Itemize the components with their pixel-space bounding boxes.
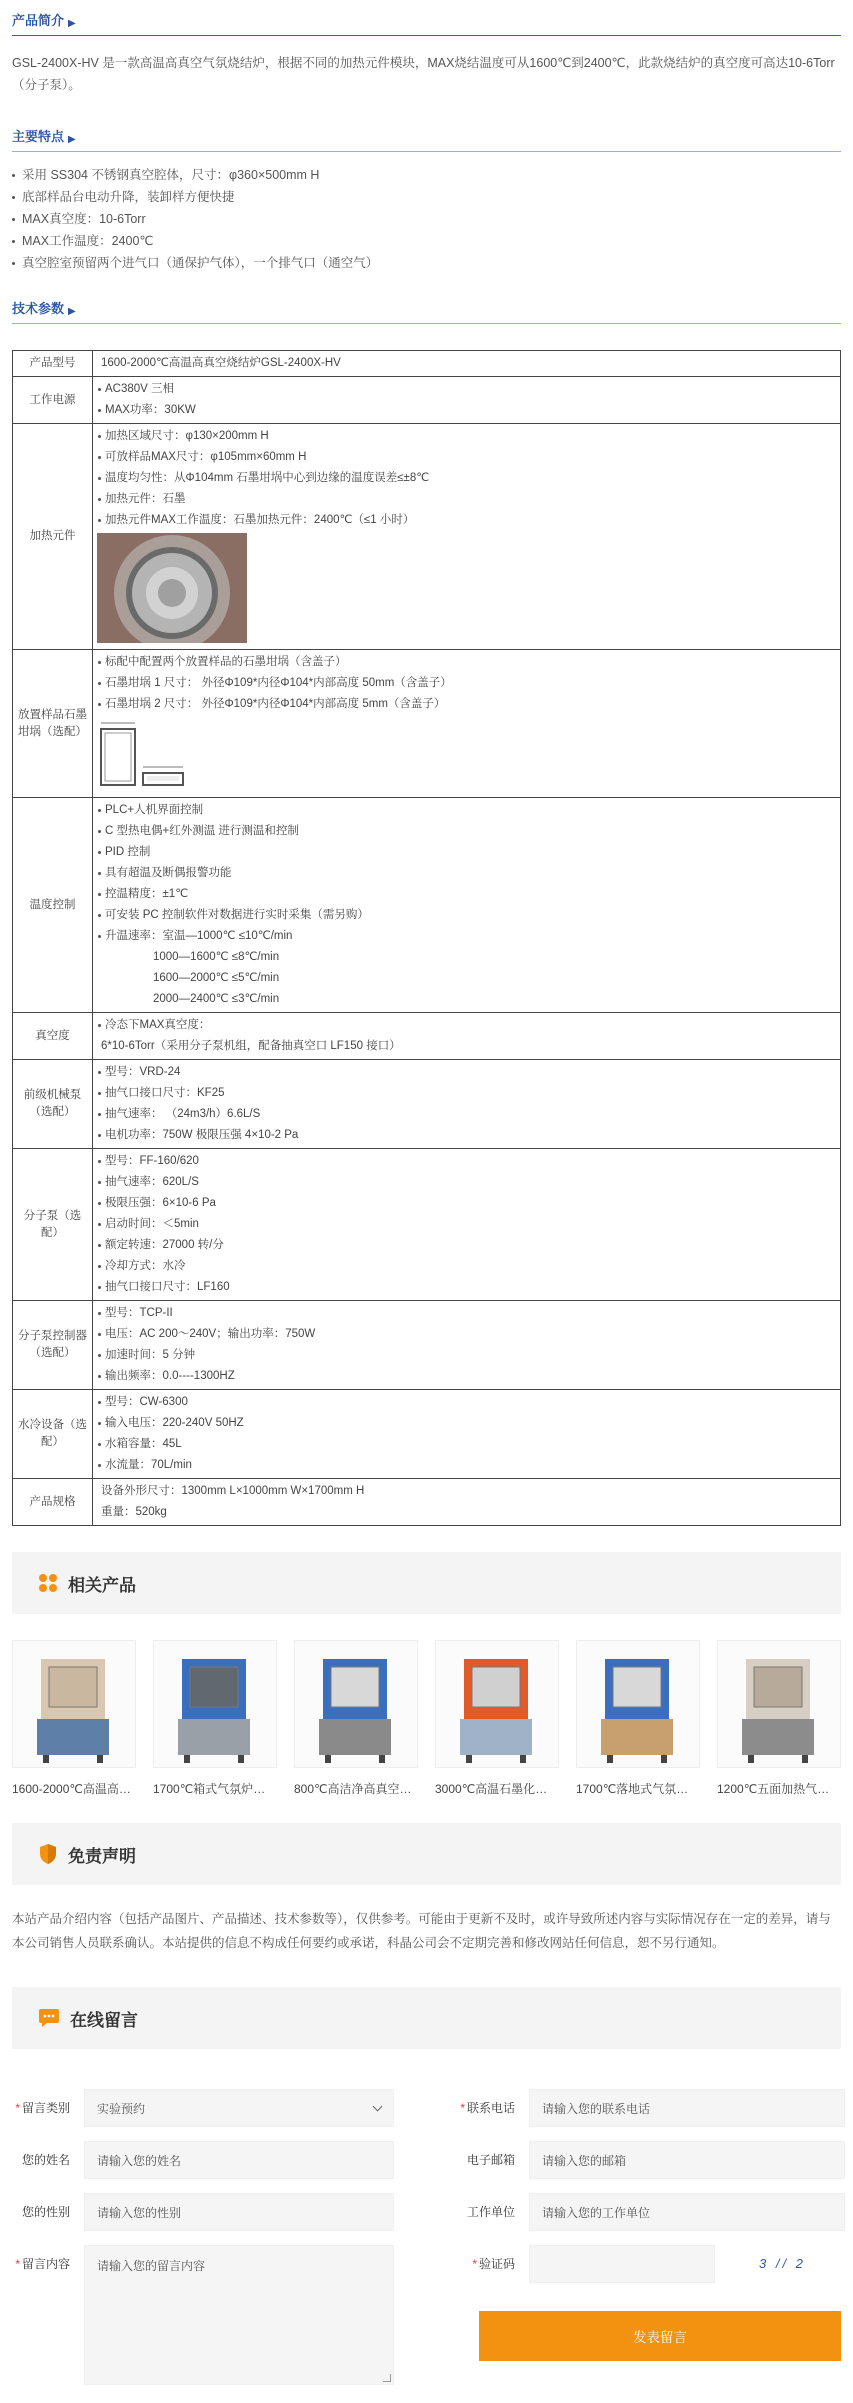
- name-row: [12, 2141, 394, 2179]
- spec-label: 加热元件: [13, 424, 93, 650]
- product-name[interactable]: 1200℃五面加热气氛…: [717, 1782, 841, 1796]
- submit-button[interactable]: 发表留言: [479, 2311, 841, 2361]
- company-row: [457, 2193, 845, 2231]
- spec-line: 可安装 PC 控制软件对数据进行实时采集（需另购）: [97, 905, 836, 926]
- spec-table: [12, 350, 841, 1526]
- spec-value: [93, 424, 841, 650]
- spec-line: 型号：TCP-II: [97, 1303, 836, 1324]
- chat-bubble-icon: [38, 2008, 60, 2028]
- message-header: [12, 1987, 841, 2049]
- spec-value: [93, 377, 841, 424]
- spec-line: 6*10-6Torr（采用分子泵机组，配备抽真空口 LF150 接口）: [101, 1040, 401, 1052]
- spec-value: [93, 798, 841, 1013]
- product-photo[interactable]: [294, 1640, 418, 1768]
- spec-line: 标配中配置两个放置样品的石墨坩埚（含盖子）: [97, 652, 836, 673]
- message-title: 在线留言: [70, 2010, 138, 2030]
- resize-handle-icon[interactable]: [383, 2374, 391, 2382]
- spec-line: 升温速率：室温—1000℃ ≤10℃/min: [97, 926, 836, 947]
- play-arrow-icon: ▶: [68, 134, 76, 145]
- gender-input[interactable]: 请输入您的性别: [84, 2193, 394, 2231]
- spec-line: PLC+人机界面控制: [97, 800, 836, 821]
- type-select-value: 实验预约: [97, 2101, 146, 2116]
- code-label: 验证码: [478, 2257, 515, 2271]
- spec-line: 水流量：70L/min: [97, 1455, 836, 1476]
- crucible-drawing: [97, 717, 217, 791]
- spec-line: 石墨坩埚 2 尺寸： 外径Φ109*内径Φ104*内部高度 5mm（含盖子）: [97, 694, 836, 715]
- features-list: [12, 152, 841, 288]
- related-product-card[interactable]: [12, 1640, 136, 1797]
- spec-value: [93, 1301, 841, 1390]
- product-name[interactable]: 1700℃箱式气氛炉带…: [153, 1782, 277, 1796]
- email-row: [457, 2141, 845, 2179]
- product-photo[interactable]: [717, 1640, 841, 1768]
- spec-row: [13, 798, 841, 1013]
- specs-header: [12, 288, 841, 324]
- spec-line: 设备外形尺寸：1300mm L×1000mm W×1700mm H: [101, 1485, 365, 1497]
- company-label: 工作单位: [466, 2205, 515, 2219]
- shield-icon: [38, 1843, 58, 1865]
- spec-row: [13, 424, 841, 650]
- spec-line: 加热元件MAX工作温度：石墨加热元件：2400℃（≤1 小时）: [97, 510, 836, 531]
- spec-label: 水冷设备（选配）: [13, 1390, 93, 1479]
- content-row: * 留言内容 请输入您的留言内容: [12, 2245, 394, 2385]
- specs-title: 技术参数: [12, 301, 65, 316]
- spec-value: [93, 650, 841, 798]
- spec-row: [13, 1149, 841, 1301]
- product-name[interactable]: 1600-2000℃高温高…: [12, 1782, 131, 1796]
- heater-photo: [97, 533, 247, 643]
- features-title: 主要特点: [12, 129, 65, 144]
- spec-row: [13, 377, 841, 424]
- code-input[interactable]: [529, 2245, 715, 2283]
- spec-line: 控温精度：±1℃: [97, 884, 836, 905]
- email-label: 电子邮箱: [466, 2153, 515, 2167]
- feature-item: 底部样品台电动升降，装卸样方便快捷: [12, 186, 841, 208]
- spec-row: [13, 351, 841, 377]
- phone-label: 联系电话: [466, 2101, 515, 2115]
- related-product-card[interactable]: [717, 1640, 841, 1797]
- spec-value: [93, 1390, 841, 1479]
- type-select[interactable]: [84, 2089, 394, 2127]
- spec-line: 重量：520kg: [101, 1506, 167, 1518]
- product-photo[interactable]: [153, 1640, 277, 1768]
- feature-item: MAX真空度：10-6Torr: [12, 208, 841, 230]
- spec-line: 抽气口接口尺寸：LF160: [97, 1277, 836, 1298]
- spec-line: MAX功率：30KW: [97, 400, 836, 421]
- captcha-image[interactable]: 3 // 2: [759, 2256, 806, 2271]
- related-title: 相关产品: [68, 1575, 136, 1595]
- spec-line: C 型热电偶+红外测温 进行测温和控制: [97, 821, 836, 842]
- spec-label: 产品规格: [13, 1479, 93, 1526]
- spec-value: [93, 1060, 841, 1149]
- gender-row: [12, 2193, 394, 2231]
- chevron-down-icon: [373, 2101, 383, 2111]
- type-label: 留言类别: [21, 2101, 70, 2115]
- spec-label: 真空度: [13, 1013, 93, 1060]
- spec-label: 放置样品石墨坩埚（选配）: [13, 650, 93, 798]
- feature-item: 采用 SS304 不锈钢真空腔体，尺寸：φ360×500mm H: [12, 164, 841, 186]
- content-label: 留言内容: [21, 2257, 70, 2271]
- spec-row: [13, 1013, 841, 1060]
- spec-line: 抽气速率：620L/S: [97, 1172, 836, 1193]
- spec-label: 分子泵（选配）: [13, 1149, 93, 1301]
- related-product-card[interactable]: [294, 1640, 418, 1797]
- spec-line: 温度均匀性：从Φ104mm 石墨坩埚中心到边缘的温度误差≤±8℃: [97, 468, 836, 489]
- grid-icon: [38, 1573, 58, 1593]
- name-input[interactable]: 请输入您的姓名: [84, 2141, 394, 2179]
- spec-label: 工作电源: [13, 377, 93, 424]
- disclaimer-title: 免责声明: [68, 1846, 136, 1866]
- spec-label: 产品型号: [13, 351, 93, 377]
- spec-label: 分子泵控制器（选配）: [13, 1301, 93, 1390]
- spec-label: 前级机械泵（选配）: [13, 1060, 93, 1149]
- feature-item: MAX工作温度：2400℃: [12, 230, 841, 252]
- spec-line: 型号：VRD-24: [97, 1062, 836, 1083]
- spec-line: 型号：CW-6300: [97, 1392, 836, 1413]
- spec-line: 加热元件：石墨: [97, 489, 836, 510]
- feature-item: 真空腔室预留两个进气口（通保护气体），一个排气口（通空气）: [12, 252, 841, 274]
- phone-row: * 联系电话 请输入您的联系电话: [457, 2089, 845, 2127]
- spec-line: 1000—1600℃ ≤8℃/min: [153, 951, 280, 963]
- related-product-card[interactable]: [153, 1640, 277, 1797]
- spec-line: 抽气口接口尺寸：KF25: [97, 1083, 836, 1104]
- related-product-card[interactable]: [576, 1640, 700, 1797]
- spec-line: 型号：FF-160/620: [97, 1151, 836, 1172]
- spec-line: AC380V 三相: [97, 379, 836, 400]
- play-arrow-icon: ▶: [68, 18, 76, 29]
- spec-line: 水箱容量：45L: [97, 1434, 836, 1455]
- spec-line: PID 控制: [97, 842, 836, 863]
- spec-row: [13, 1390, 841, 1479]
- related-products: [12, 1640, 841, 1797]
- spec-label: 温度控制: [13, 798, 93, 1013]
- spec-value: [93, 351, 841, 377]
- spec-line: 输出频率：0.0----1300HZ: [97, 1366, 836, 1387]
- spec-row: [13, 1479, 841, 1526]
- play-arrow-icon: ▶: [68, 306, 76, 317]
- spec-line: 极限压强：6×10-6 Pa: [97, 1193, 836, 1214]
- product-name[interactable]: 800℃高洁净高真空…: [294, 1782, 412, 1796]
- spec-line: 加速时间：5 分钟: [97, 1345, 836, 1366]
- phone-input[interactable]: 请输入您的联系电话: [529, 2089, 845, 2127]
- spec-row: [13, 1301, 841, 1390]
- code-row: * 验证码 3 // 2: [457, 2245, 806, 2283]
- name-label: 您的姓名: [21, 2153, 70, 2167]
- intro-text: GSL-2400X-HV 是一款高温高真空气氛烧结炉，根据不同的加热元件模块，MAX烧结温度可从1600℃到2400℃，此款烧结炉的真空度可高达10-6Torr（分子泵）。: [12, 56, 835, 92]
- related-header: [12, 1552, 841, 1614]
- spec-line: 抽气速率： （24m3/h）6.6L/S: [97, 1104, 836, 1125]
- spec-line: 电压：AC 200～240V；输出功率：750W: [97, 1324, 836, 1345]
- spec-line: 1600-2000℃高温高真空烧结炉GSL-2400X-HV: [101, 357, 341, 369]
- spec-line: 输入电压：220-240V 50HZ: [97, 1413, 836, 1434]
- content-textarea[interactable]: 请输入您的留言内容: [84, 2245, 394, 2385]
- spec-value: [93, 1013, 841, 1060]
- email-input[interactable]: 请输入您的邮箱: [529, 2141, 845, 2179]
- spec-line: 启动时间：＜5min: [97, 1214, 836, 1235]
- product-name[interactable]: 3000℃高温石墨化炉…: [435, 1782, 559, 1796]
- spec-line: 2000—2400℃ ≤3℃/min: [153, 993, 280, 1005]
- spec-row: [13, 650, 841, 798]
- intro-header: [12, 0, 841, 36]
- spec-line: 电机功率：750W 极限压强 4×10-2 Pa: [97, 1125, 836, 1146]
- message-form: [12, 2073, 841, 2403]
- gender-label: 您的性别: [21, 2205, 70, 2219]
- spec-line: 加热区域尺寸：φ130×200mm H: [97, 426, 836, 447]
- spec-line: 具有超温及断偶报警功能: [97, 863, 836, 884]
- disclaimer-header: [12, 1823, 841, 1885]
- spec-line: 额定转速：27000 转/分: [97, 1235, 836, 1256]
- type-row: * 留言类别 实验预约: [12, 2089, 394, 2127]
- company-input[interactable]: 请输入您的工作单位: [529, 2193, 845, 2231]
- disclaimer-text: 本站产品介绍内容（包括产品图片、产品描述、技术参数等），仅供参考。可能由于更新不及时，或许导致所述内容与实际情况存在一定的差异，请与本公司销售人员联系确认。本站提供的信息不构成任何要约或承诺，科晶公司会不定期完善和修改网站任何信息，恕不另行通知。: [12, 1912, 831, 1950]
- spec-line: 1600—2000℃ ≤5℃/min: [153, 972, 280, 984]
- related-product-card[interactable]: [435, 1640, 559, 1797]
- spec-line: 冷却方式：水冷: [97, 1256, 836, 1277]
- spec-line: 石墨坩埚 1 尺寸： 外径Φ109*内径Φ104*内部高度 50mm（含盖子）: [97, 673, 836, 694]
- spec-line: 可放样品MAX尺寸：φ105mm×60mm H: [97, 447, 836, 468]
- product-photo[interactable]: [576, 1640, 700, 1768]
- product-photo[interactable]: [12, 1640, 136, 1768]
- spec-value: [93, 1149, 841, 1301]
- features-header: [12, 116, 841, 152]
- product-photo[interactable]: [435, 1640, 559, 1768]
- spec-value: [93, 1479, 841, 1526]
- spec-row: [13, 1060, 841, 1149]
- intro-title: 产品简介: [12, 13, 65, 28]
- product-name[interactable]: 1700℃落地式气氛控…: [576, 1782, 700, 1796]
- spec-line: 冷态下MAX真空度：: [97, 1015, 836, 1036]
